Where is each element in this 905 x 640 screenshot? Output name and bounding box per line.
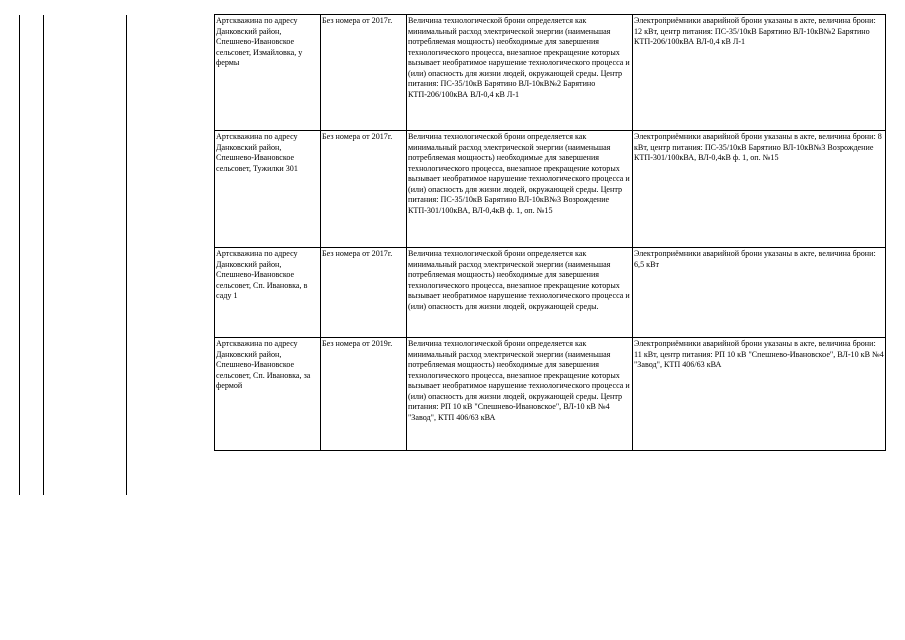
column-rule-right — [126, 15, 127, 495]
act-cell: Без номера от 2019г. — [321, 338, 407, 451]
act-cell: Без номера от 2017г. — [321, 248, 407, 338]
address-cell: Артскважина по адресу Данковский район, Спешнево-Ивановское сельсовет, Тужилки 301 — [215, 131, 321, 248]
emergency-reserve-cell: Электроприёмники аварийной брони указаны в акте, величина брони: 12 кВт, центр питания: ПС-35/10кВ Барятино ВЛ-10кВ№2 Барятино КТП-206/100кВА ВЛ-0,4 кВ Л-1 — [633, 15, 886, 131]
tech-reserve-cell: Величина технологической брони определяется как минимальный расход электрической энергии (наименьшая потребляемая мощность) необходимые для завершения технологического процесса, внезапное прекращение которых вызывает необратимое нарушение технологического процесса и (или) опасность для жизни людей, окружающей среды. — [407, 248, 633, 338]
address-cell: Артскважина по адресу Данковский район, Спешнево-Ивановское сельсовет, Сп. Ивановка, в саду 1 — [215, 248, 321, 338]
act-cell: Без номера от 2017г. — [321, 15, 407, 131]
tech-reserve-cell: Величина технологической брони определяется как минимальный расход электрической энергии (наименьшая потребляемая мощность) необходимые для завершения технологического процесса, внезапное прекращение которых вызывает необратимое нарушение технологического процесса и (или) опасность для жизни людей, окружающей среды. Центр питания: ПС-35/10кВ Барятино ВЛ-10кВ№3 Возрождение КТП-301/100кВА, ВЛ-0,4кВ ф. 1, оп. №15 — [407, 131, 633, 248]
act-cell: Без номера от 2017г. — [321, 131, 407, 248]
table-row — [215, 15, 886, 131]
emergency-reserve-cell: Электроприёмники аварийной брони указаны в акте, величина брони: 11 кВт, центр питания: РП 10 кВ "Спешнево-Ивановское", ВЛ-10 кВ №4 "Завод", КТП 406/63 кВА — [633, 338, 886, 451]
emergency-reserve-table — [214, 14, 886, 451]
address-cell: Артскважина по адресу Данковский район, Спешнево-Ивановское сельсовет, Измайловка, у фермы — [215, 15, 321, 131]
tech-reserve-cell: Величина технологической брони определяется как минимальный расход электрической энергии (наименьшая потребляемая мощность) необходимые для завершения технологического процесса, внезапное прекращение которых вызывает необратимое нарушение технологического процесса и (или) опасность для жизни людей, окружающей среды. Центр питания: ПС-35/10кВ Барятино ВЛ-10кВ№2 Барятино КТП-206/100кВА ВЛ-0,4 кВ Л-1 — [407, 15, 633, 131]
table-row — [215, 131, 886, 248]
table-row — [215, 338, 886, 451]
address-cell: Артскважина по адресу Данковский район, Спешнево-Ивановское сельсовет, Сп. Ивановка, за фермой — [215, 338, 321, 451]
emergency-reserve-cell: Электроприёмники аварийной брони указаны в акте, величина брони: 6,5 кВт — [633, 248, 886, 338]
table-row — [215, 248, 886, 338]
tech-reserve-cell: Величина технологической брони определяется как минимальный расход электрической энергии (наименьшая потребляемая мощность) необходимые для завершения технологического процесса, внезапное прекращение которых вызывает необратимое нарушение технологического процесса и (или) опасность для жизни людей, окружающей среды. Центр питания: РП 10 кВ "Спешнево-Ивановское", ВЛ-10 кВ №4 "Завод", КТП 406/63 кВА — [407, 338, 633, 451]
column-rule-left — [19, 15, 20, 495]
column-rule-middle — [43, 15, 44, 495]
emergency-reserve-cell: Электроприёмники аварийной брони указаны в акте, величина брони: 8 кВт, центр питания: ПС-35/10кВ Барятино ВЛ-10кВ№3 Возрождение КТП-301/100кВА, ВЛ-0,4кВ ф. 1, оп. №15 — [633, 131, 886, 248]
